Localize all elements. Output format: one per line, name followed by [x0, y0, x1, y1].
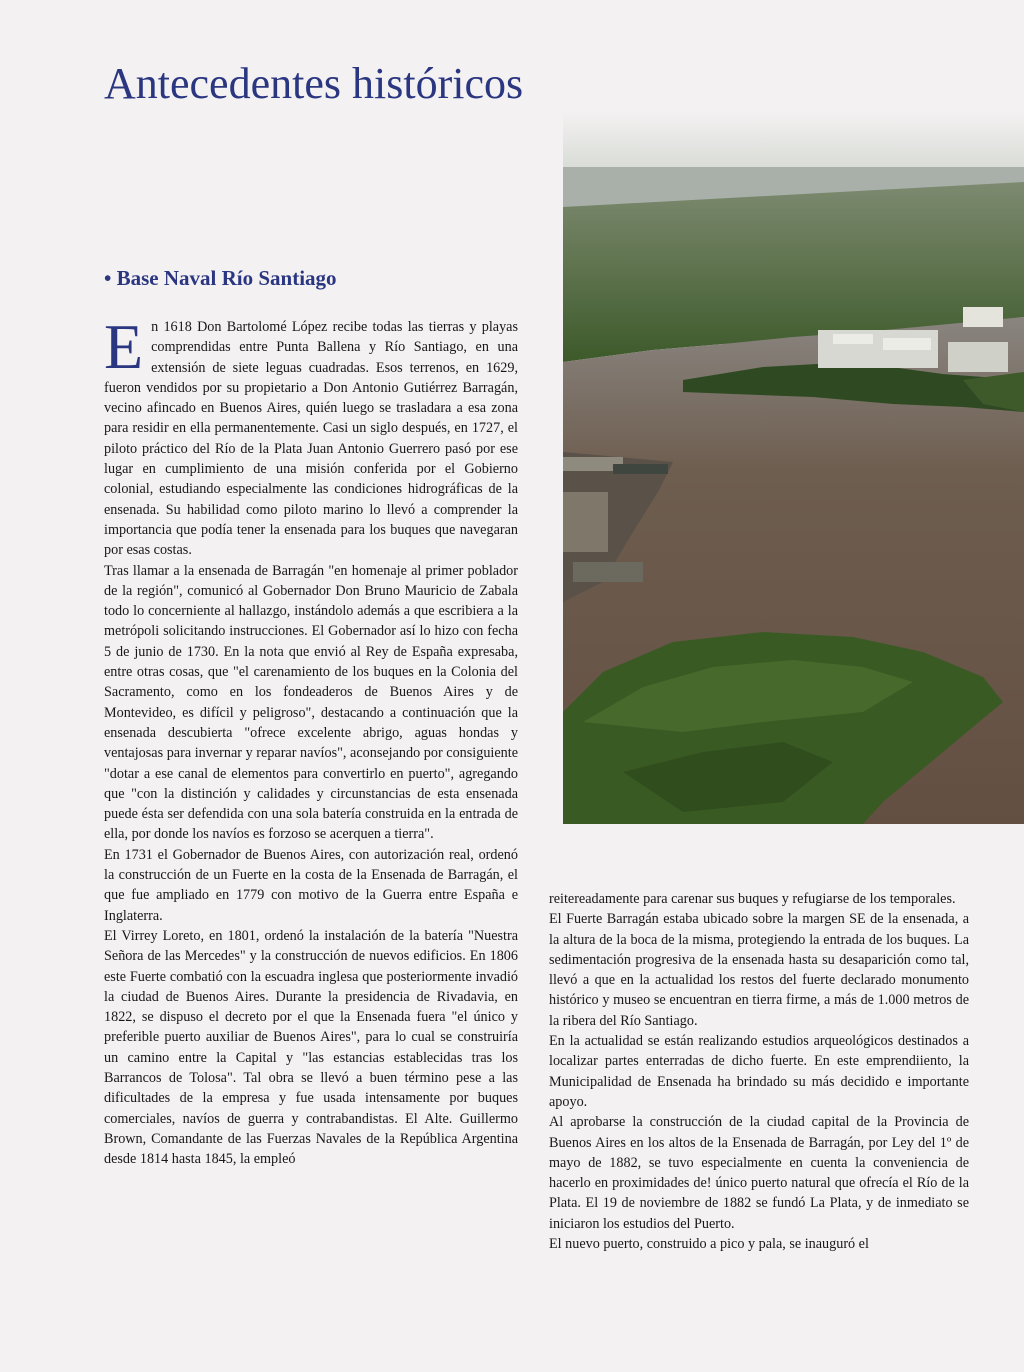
paragraph: En 1731 el Gobernador de Buenos Aires, con autorización real, ordenó la construcción de un Fuerte en la costa de la Ensenada de Barragán, el que fue ampliado en 1779 con motivo de la Guerra entre España e Inglaterra.: [104, 846, 518, 924]
paragraph: En 1618 Don Bartolomé López recibe todas las tierras y playas comprendidas entre Punta Ballena y Río Santiago, en una extensión de siete leguas cuadradas. Esos terrenos, en 1629, fueron vendidos por su propietario a Don Antonio Gutiérrez Barragán, vecino afincado en Buenos Aires, quién luego se trasladara a esa zona para residir en ella permanentemente. Casi un siglo después, en 1727, el piloto práctico del Río de la Plata Juan Antonio Guerrero pasó por ese lugar en cumplimiento de una misión conferida por el Gobierno colonial, estudiando especialmente las condiciones hidrográficas de la ensenada. Su habilidad como piloto marino lo llevó a comprender la importancia que podía tener la ensenada para los buques que navegaran por esas costas.: [104, 311, 518, 559]
drop-cap: E: [104, 311, 144, 382]
paragraph: Al aprobarse la construcción de la ciudad capital de la Provincia de Buenos Aires en los altos de la Ensenada de Barragán, por Ley del 1º de mayo de 1882, se tuvo especialmente en cuenta la conveniencia de hacerlo en proximidades de! único puerto natural que ofrecía el Río de la Plata. El 19 de noviembre de 1882 se fundó La Plata, y de inmediato se iniciaron los estudios del Puerto.: [549, 1114, 969, 1232]
paragraph: El nuevo puerto, construido a pico y pala, se inauguró el: [549, 1236, 869, 1253]
paragraph: Tras llamar a la ensenada de Barragán "en homenaje al primer poblador de la región", comunicó al Gobernador Don Bruno Mauricio de Zabala todo lo concerniente al hallazgo, instándolo además a que escribiera a la metrópoli solicitando instrucciones. El Gobernador así lo hizo con fecha 5 de junio de 1730. En la nota que envió al Rey de España expresaba, entre otras cosas, que "el carenamiento de los buques en la Colonia del Sacramento, como en los fondeaderos de Buenos Aires y de Montevideo, es difícil y peligroso", destacando a continuación que la ensenada descubierta "ofrece excelente abrigo, aguas hondas y ventajosas para invernar y reparar navíos", aconsejando por consiguiente "dotar a ese canal de elementos para convertirlo en puerto", agregando que "con la distinción y calidades y circunstancias de esta ensenada puede ésta ser defendida con una sola batería construida en la entrada de ella, por donde los navíos es forzoso se acerquen a tierra".: [104, 562, 518, 843]
paragraph: El Fuerte Barragán estaba ubicado sobre la margen SE de la ensenada, a la altura de la boca de la misma, protegiendo la entrada de los buques. La sedimentación progresiva de la ensenada hasta su desaparición como tal, llevó a que en la actualidad los restos del fuerte declarado monumento histórico y museo se encuentran en tierra firme, a más de 1.000 metros de la ribera del Río Santiago.: [549, 911, 969, 1029]
text-column-left: [104, 311, 518, 1169]
paragraph: En la actualidad se están realizando estudios arqueológicos destinados a localizar partes enterradas de dicho fuerte. En este emprendiiento, la Municipalidad de Ensenada ha brindado su más decidido e importante apoyo.: [549, 1033, 969, 1110]
section-heading: • Base Naval Río Santiago: [104, 266, 337, 290]
paragraph: El Virrey Loreto, en 1801, ordenó la instalación de la batería "Nuestra Señora de las Mercedes" y la construcción de nuevos edificios. En 1806 este Fuerte combatió con la escuadra inglesa que posteriormente invadió la ciudad de Buenos Aires. Durante la presidencia de Rivadavia, en 1822, se dispuso el decreto por el que la Ensenada fuera "el único y preferible puerto auxiliar de Buenos Aires", para lo cual se construiría un camino entre la Capital y "las estancias establecidas tras los Barrancos de Tolosa". Tal obra se llevó a buen término pese a las dificultades de la empresa y fue usada intensamente por buques comerciales, navíos de guerra y contrabandistas. El Alte. Guillermo Brown, Comandante de las Fuerzas Navales de la República Argentina desde 1814 hasta 1845, la empleó: [104, 927, 518, 1168]
aerial-photo-naval-base: [563, 112, 1024, 824]
text-column-right: [549, 889, 969, 1254]
page-title: Antecedentes históricos: [104, 59, 524, 108]
paragraph: reitereadamente para carenar sus buques y refugiarse de los temporales.: [549, 891, 956, 907]
